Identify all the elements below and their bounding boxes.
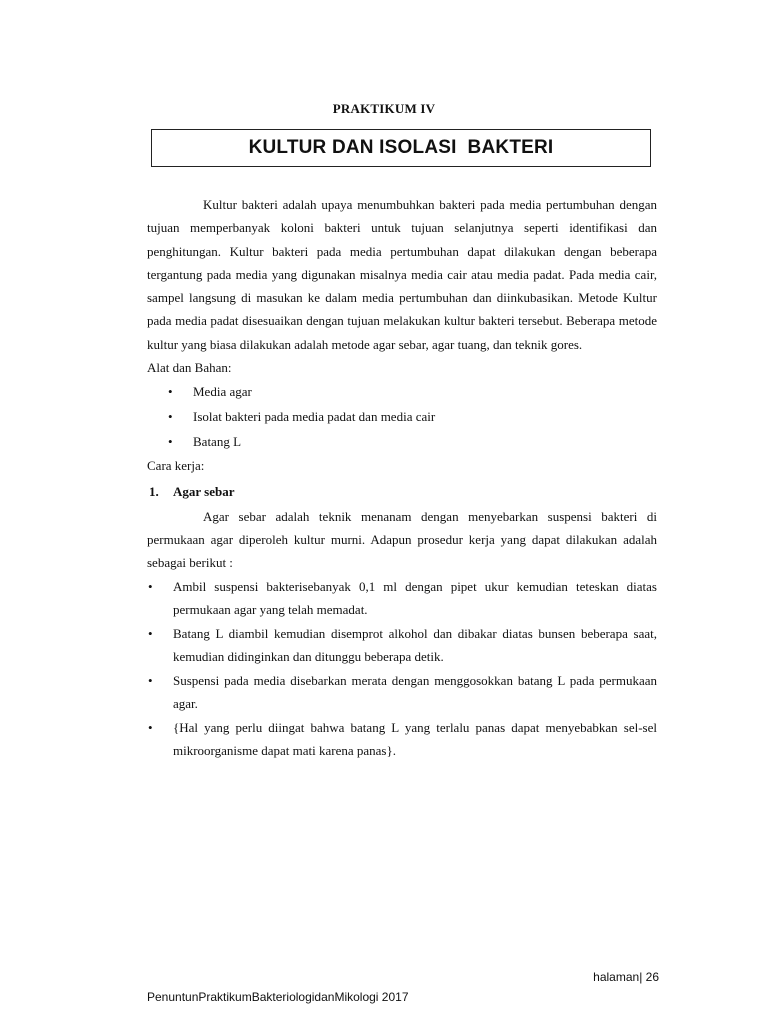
step-item: • Suspensi pada media disebarkan merata dengan menggosokkan batang L pada permukaan agar. [173, 669, 657, 716]
intro-paragraph: Kultur bakteri adalah upaya menumbuhkan bakteri pada media pertumbuhan dengan tujuan memperbanyak koloni bakteri untuk tujuan selanjutnya seperti identifikasi dan penghitungan. Kultur bakteri pada media pertumbuhan dapat dilakukan dengan beberapa tergantung pada media yang digunakan misalnya media cair atau media padat. Pada media cair, sampel langsung di masukan ke dalam media pertumbuhan dan diinkubasikan. Metode Kultur pada media padat disesuaikan dengan tujuan melakukan kultur bakteri tersebut. Beberapa metode kultur yang biasa dilakukan adalah metode agar sebar, agar tuang, dan teknik gores. [147, 197, 657, 352]
book-title-footer: PenuntunPraktikumBakteriologidanMikologi 2017 [147, 990, 409, 1004]
step-item: • Batang L diambil kemudian disemprot alkohol dan dibakar diatas bunsen beberapa saat, kemudian didinginkan dan ditunggu beberapa detik. [173, 622, 657, 669]
procedure-heading: Cara kerja: [147, 458, 205, 474]
materials-item: • Batang L [193, 429, 657, 454]
document-body [147, 193, 657, 763]
materials-heading: Alat dan Bahan: [147, 360, 232, 376]
steps-list [147, 575, 657, 763]
page-number: halaman| 26 [593, 970, 659, 984]
step-item: • Ambil suspensi bakterisebanyak 0,1 ml dengan pipet ukur kemudian teteskan diatas permukaan agar yang telah memadat. [173, 575, 657, 622]
materials-item: • Media agar [193, 379, 657, 404]
materials-item: • Isolat bakteri pada media padat dan media cair [193, 404, 657, 429]
section-description: Agar sebar adalah teknik menanam dengan menyebarkan suspensi bakteri di permukaan agar diperoleh kultur murni. Adapun prosedur kerja yang dapat dilakukan adalah sebagai berikut : [147, 508, 657, 571]
step-item: • {Hal yang perlu diingat bahwa batang L yang terlalu panas dapat menyebabkan sel-sel mikroorganisme dapat mati karena panas}. [173, 716, 657, 763]
section-title: Agar sebar [173, 483, 235, 499]
section-number: 1. [149, 483, 159, 499]
title-box [151, 129, 651, 167]
materials-list [147, 379, 657, 454]
section-body [147, 505, 657, 763]
practicum-label: PRAKTIKUM IV [332, 101, 436, 116]
page-title: KULTUR DAN ISOLASI BAKTERI [248, 137, 554, 158]
section-heading [147, 479, 657, 505]
